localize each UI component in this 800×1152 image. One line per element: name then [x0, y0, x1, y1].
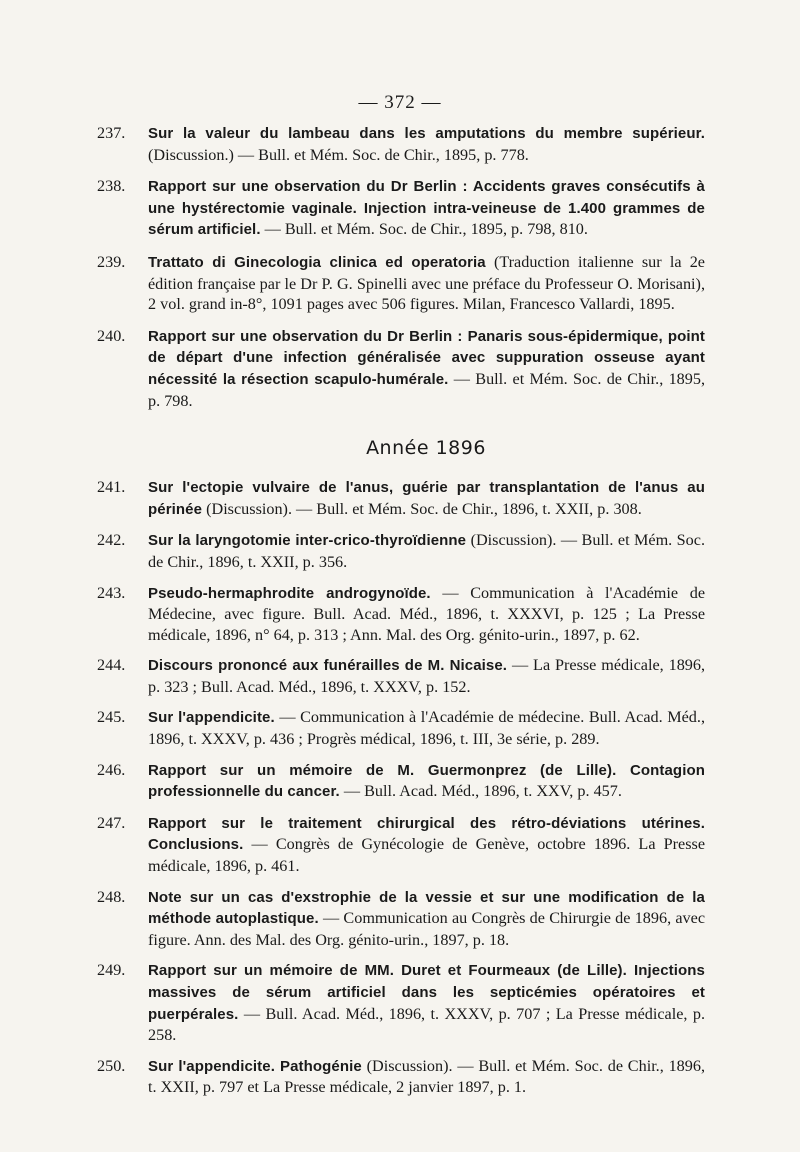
page-number: — 372 —: [358, 92, 442, 113]
entry-number: 241.: [97, 478, 126, 497]
entry-title: Rapport sur un mémoire de M. Guermonprez (de Lille). Contagion professionnelle du cancer.: [148, 761, 705, 801]
bibliography-entry: [97, 176, 705, 241]
entry-title: Note sur un cas d'exstrophie de la vessie et sur une modification de la méthode autoplastique.: [148, 888, 705, 928]
entry-number: 249.: [97, 961, 126, 980]
section-heading-year: Année 1896: [366, 437, 486, 460]
entry-title: Rapport sur un mémoire de MM. Duret et Fourmeaux (de Lille). Injections massives de sérum artificiel dans les septicémies opératoires et puerpérales.: [148, 962, 705, 1023]
entry-reference: — Bull. Acad. Méd., 1896, t. XXV, p. 457.: [343, 782, 622, 801]
bibliography-entry: [97, 960, 706, 1045]
entry-reference: (Discussion). — Bull. et Mém. Soc. de Chir., 1896, t. XXII, p. 797 et La Presse médicale, 2 janvier 1897, p. 1.: [148, 1056, 706, 1097]
entry-title: Sur la valeur du lambeau dans les amputations du membre supérieur.: [148, 125, 705, 142]
bibliography-entry: [97, 583, 706, 646]
entry-number: 237.: [97, 124, 126, 142]
entry-title: Rapport sur une observation du Dr Berlin : Accidents graves consécutifs à une hystérectomie vaginale. Injection intra-veineuse de 1.400 grammes de sérum artificiel.: [148, 178, 705, 239]
bibliography-entry: [97, 252, 705, 315]
entry-number: 240.: [97, 326, 126, 345]
bibliography-entry: [97, 887, 706, 951]
entries-1895: [97, 123, 706, 411]
entry-reference: — La Presse médicale, 1896, p. 323 ; Bull. Acad. Méd., 1896, t. XXXV, p. 152.: [148, 656, 706, 696]
entry-number: 250.: [97, 1056, 126, 1075]
entry-title: Rapport sur le traitement chirurgical des rétro-déviations utérines. Conclusions.: [148, 814, 705, 854]
entry-reference: (Discussion.) — Bull. et Mém. Soc. de Chir., 1895, p. 778.: [148, 145, 529, 164]
bibliography-list: [97, 123, 706, 1108]
entry-number: 246.: [97, 760, 126, 779]
entry-title: Sur l'ectopie vulvaire de l'anus, guérie par transplantation de l'anus au périnée: [148, 479, 705, 518]
entry-title: Sur l'appendicite. Pathogénie: [148, 1057, 362, 1075]
entry-number: 244.: [97, 656, 126, 675]
entry-title: Discours prononcé aux funérailles de M. Nicaise.: [148, 657, 508, 675]
entry-number: 242.: [97, 531, 126, 550]
entry-title: Sur la laryngotomie inter-crico-thyroïdienne: [148, 532, 467, 550]
entry-number: 239.: [97, 252, 126, 271]
entries-1896: [97, 477, 706, 1098]
entry-number: 248.: [97, 887, 126, 906]
entry-number: 245.: [97, 708, 126, 727]
entry-reference: — Communication à l'Académie de Médecine, avec figure. Bull. Acad. Méd., 1896, t. XXXVI, p. 125 ; La Presse médicale, 1896, n° 64, p. 313 ; Ann. Mal. des Org. génito-urin., 1897, p. 62.: [148, 583, 706, 644]
entry-title: Sur l'appendicite.: [148, 709, 275, 727]
entry-reference: (Discussion). — Bull. et Mém. Soc. de Chir., 1896, t. XXII, p. 356.: [148, 531, 705, 571]
entry-reference: — Bull. et Mém. Soc. de Chir., 1895, p. 798.: [148, 369, 706, 410]
entry-number: 238.: [97, 177, 126, 196]
entry-reference: — Bull. Acad. Méd., 1896, t. XXXV, p. 707 ; La Presse médicale, p. 258.: [148, 1004, 706, 1045]
entry-title: Pseudo-hermaphrodite androgynoïde.: [148, 584, 431, 602]
entry-title: Rapport sur une observation du Dr Berlin : Panaris sous-épidermique, point de départ d'une infection généralisée avec suppuration osseuse ayant nécessité la résection scapulo-humérale.: [148, 327, 705, 388]
entry-number: 243.: [97, 583, 126, 602]
entry-reference: — Congrès de Gynécologie de Genève, octobre 1896. La Presse médicale, 1896, p. 461.: [148, 835, 706, 876]
entry-reference: — Communication au Congrès de Chirurgie de 1896, avec figure. Ann. des Mal. des Org. génito-urin., 1897, p. 18.: [148, 909, 706, 949]
entry-reference: (Traduction italienne sur la 2e édition française par le Dr P. G. Spinelli avec une préface du Professeur O. Morisani), 2 vol. grand in-8°, 1091 pages avec 506 figures. Milan, Francesco Vallardi, 1895.: [148, 252, 705, 314]
bibliography-entry: [97, 1056, 706, 1098]
bibliography-entry: [97, 655, 706, 697]
entry-reference: — Communication à l'Académie de médecine. Bull. Acad. Méd., 1896, t. XXXV, p. 436 ; Progrès médical, 1896, t. III, 3e série, p. 289.: [148, 708, 705, 749]
bibliography-entry: [97, 326, 706, 411]
bibliography-entry: [97, 477, 705, 520]
bibliography-entry: [97, 813, 706, 877]
entry-number: 247.: [97, 813, 126, 832]
bibliography-entry: [97, 760, 705, 803]
entry-reference: — Bull. et Mém. Soc. de Chir., 1895, p. 798, 810.: [264, 220, 588, 239]
bibliography-entry: [97, 707, 705, 749]
entry-reference: (Discussion). — Bull. et Mém. Soc. de Chir., 1896, t. XXII, p. 308.: [206, 499, 642, 518]
bibliography-entry: [97, 530, 705, 572]
entry-title: Trattato di Ginecologia clinica ed operatoria: [148, 253, 486, 271]
bibliography-entry: [97, 123, 705, 165]
